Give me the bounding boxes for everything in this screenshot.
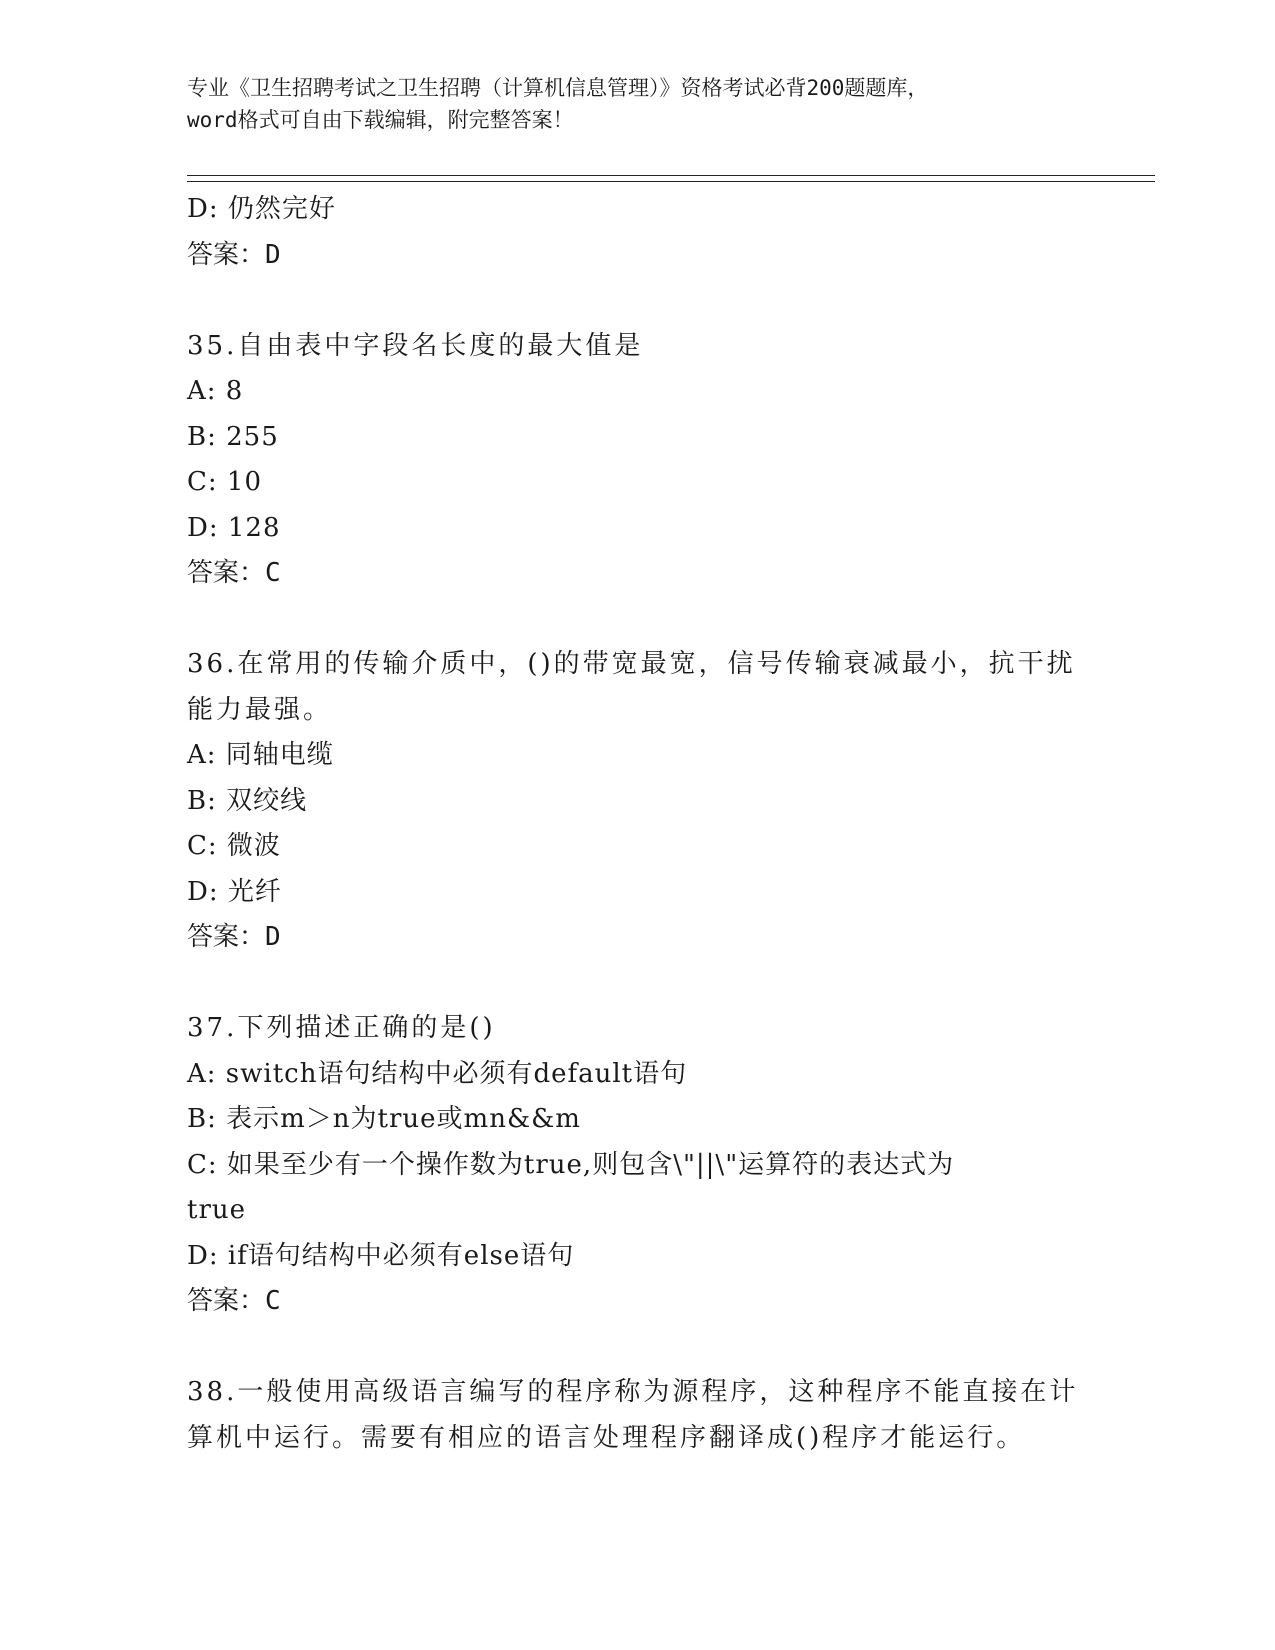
question-36-option-a: A: 同轴电缆 [187, 740, 334, 770]
header-rule-top [187, 175, 1155, 176]
question-35-stem: 35.自由表中字段名长度的最大值是 [187, 330, 644, 361]
question-35-option-b: B: 255 [187, 421, 279, 452]
document-header [187, 72, 1087, 136]
question-38-stem-line-1: 38.一般使用高级语言编写的程序称为源程序，这种程序不能直接在计 [187, 1377, 1079, 1407]
question-37-stem: 37.下列描述正确的是() [187, 1013, 496, 1043]
header-title-line-2: word格式可自由下载编辑，附完整答案！ [187, 108, 574, 132]
question-37 [187, 1006, 1067, 1325]
question-list [187, 187, 1079, 1461]
question-35-option-d: D: 128 [187, 512, 281, 543]
question-37-answer: 答案：C [187, 1286, 281, 1316]
question-35-answer: 答案：C [187, 558, 281, 588]
question-36-option-d: D: 光纤 [187, 876, 282, 907]
question-34-option-d: D: 仍然完好 [187, 194, 336, 224]
question-37-option-c-line-2: true [187, 1195, 247, 1225]
question-36-answer: 答案：D [187, 922, 281, 952]
header-title-line-1: 专业《卫生招聘考试之卫生招聘（计算机信息管理）》资格考试必背200题题库， [187, 76, 929, 100]
question-36-option-c: C: 微波 [187, 831, 281, 861]
question-37-option-b: B: 表示m＞n为true或mn&&m [187, 1104, 581, 1134]
question-35-option-a: A: 8 [187, 376, 244, 406]
question-38-stem-line-2: 算机中运行。需要有相应的语言处理程序翻译成()程序才能运行。 [187, 1422, 1026, 1453]
question-37-option-d: D: if语句结构中必须有else语句 [187, 1240, 575, 1271]
question-36 [187, 642, 1076, 961]
question-34-answer: 答案：D [187, 239, 281, 270]
question-38 [187, 1370, 1079, 1461]
question-35-option-c: C: 10 [187, 467, 263, 497]
question-37-option-a: A: switch语句结构中必须有default语句 [187, 1058, 688, 1089]
question-34-tail [187, 187, 1067, 278]
question-37-option-c-line-1: C: 如果至少有一个操作数为true,则包含\"||\"运算符的表达式为 [187, 1149, 955, 1180]
header-rule-bottom [187, 181, 1155, 182]
question-36-stem-line-1: 36.在常用的传输介质中，()的带宽最宽，信号传输衰减最小，抗干扰 [187, 649, 1076, 679]
question-35 [187, 324, 1067, 597]
question-36-option-b: B: 双绞线 [187, 785, 308, 816]
question-36-stem-line-2: 能力最强。 [187, 694, 333, 725]
